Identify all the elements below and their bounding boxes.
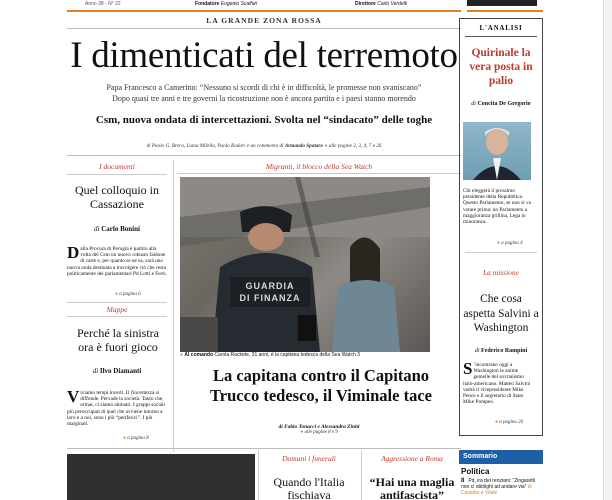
lead-kicker: LA GRANDE ZONA ROSSA xyxy=(206,16,322,25)
portrait-illustration xyxy=(463,122,531,180)
right-author-1: di Concita De Gregorio xyxy=(471,101,531,107)
deck-line-1: Papa Francesco a Camerino: “Nessuno si scordi di chi è in difficoltà, le promesse non svaniscano” xyxy=(106,83,422,92)
bottom-rule xyxy=(67,448,461,449)
top-right-rule xyxy=(467,10,543,12)
edition: Anno 38 - N° 22 xyxy=(85,1,121,7)
left-body-1: Dalla Procura di Perugia è partito alla volta del Csm un nuovo robusto faldone di carte e, per quanto se ne sa, sarà una nuova onda destinata a travolgere ciò che resta politicamente dei parlamentari Pd Lotti e Ferri. xyxy=(67,243,167,277)
center-headline xyxy=(175,366,467,406)
summary-header: Sommario xyxy=(459,450,543,464)
right-label-rule xyxy=(465,36,537,37)
right-scrollbar[interactable] xyxy=(603,0,612,500)
right-page-1: ● a pagina 4 xyxy=(497,241,523,246)
kicker-rule xyxy=(67,28,461,29)
lead-byline: di Paolo G. Brera, Liana Milella, Paolo Rodari e un commento di Armando Spataro ● alle pagine 2, 3, 4, 7 e 26 xyxy=(146,143,382,149)
left-page-2: ● a pagina 8 xyxy=(123,436,149,441)
right-page-2: ● a pagina 26 xyxy=(495,420,524,425)
center-kicker-rule xyxy=(177,173,461,174)
director: Direttore Carlo Verdelli xyxy=(355,1,408,7)
masthead-strip xyxy=(67,0,462,9)
left-author-1: di Carlo Bonini xyxy=(94,225,140,233)
right-head-1: Quirinale la vera posta in palio xyxy=(469,47,533,87)
summary-section: Politica xyxy=(461,467,490,476)
left-head-2: Perché la sinistra ora è fuori gioco xyxy=(77,326,159,354)
left-kicker-1: I documenti xyxy=(99,162,135,171)
left-body-2: Viviamo tempi incerti. Il l'incertezza si diffonde. Pervade la società. Tanto che, ormai, ci siamo abituati. I gruppi sociali più preoccupati di quel che avviene intorno a loro e a noi, sono i più “periferici”. I più marginali. xyxy=(67,387,166,428)
bottom-left-photo xyxy=(67,454,255,500)
left-page-1: ● a pagina 6 xyxy=(115,292,141,297)
left-kicker-rule xyxy=(67,174,167,175)
center-pages: ● alle pagine 8 e 9 xyxy=(300,430,338,435)
lead-subhead: Csm, nuova ondata di intercettazioni. Svolta nel “sindacato” delle toghe xyxy=(95,114,433,126)
left-kicker-2: Mappe xyxy=(106,305,128,314)
svg-text:GUARDIA: GUARDIA xyxy=(245,281,295,291)
left-section-rule xyxy=(67,302,167,303)
right-section-rule xyxy=(465,252,537,253)
left-margin xyxy=(0,0,55,500)
right-kicker-2: La missione xyxy=(482,268,520,277)
founder: Fondatore Eugenio Scalfari xyxy=(195,1,258,7)
summary-item[interactable]: 8 Pd, ira dei renziani: “Zingaretti non ci obblighi ad andare via” di Casadio e Vitale xyxy=(461,478,536,496)
photo-illustration xyxy=(180,177,430,352)
top-right-box xyxy=(467,0,537,6)
left-author-2: di Ilvo Diamanti xyxy=(92,367,142,375)
center-headline-line-1: La capitana contro il Capitano xyxy=(212,366,430,385)
lead-rule xyxy=(67,155,461,156)
right-body-2: S ’incontrano oggi a Washington le anime gemelle del sovranismo italo-americano. Matteo Salvini vedrà il vicepresidente Mike Pence e il segretario di Stato Mike Pompeo. xyxy=(463,359,531,406)
bottom-head-1: Quando l'Italia fischiava xyxy=(273,475,345,500)
center-byline-authors: di Fabio Tonacci e Alessandra Ziniti xyxy=(278,424,360,430)
left-head-1: Quel colloquio in Cassazione xyxy=(75,183,159,211)
center-kicker: Migranti, il blocco della Sea Watch xyxy=(265,162,373,171)
bottom-kicker-2: Aggressione a Roma xyxy=(381,454,443,463)
photo-caption: ● Al comando Carola Rackete, 31 anni, è la capitana tedesca della Sea Watch 3 xyxy=(180,352,360,358)
deck-line-2: Dopo quasi tre anni e tre governi la ricostruzione non è ancora partita e i paesi stanno morendo xyxy=(112,93,416,103)
center-byline xyxy=(177,424,461,435)
svg-text:DI FINANZA: DI FINANZA xyxy=(239,293,301,303)
sea-watch-photo xyxy=(180,177,430,352)
newspaper-page xyxy=(55,0,549,500)
right-label: L'ANALISI xyxy=(479,24,523,32)
right-head-2: Che cosa aspetta Salvini a Washington xyxy=(463,293,539,334)
masthead-rule xyxy=(67,10,461,12)
center-headline-line-2: Trucco tedesco, il Viminale tace xyxy=(210,386,432,405)
right-author-2: di Federico Rampini xyxy=(474,348,528,354)
lead-deck xyxy=(67,83,461,104)
lead-headline: I dimenticati del terremoto xyxy=(70,35,458,76)
right-body-1: Chi eleggerà il prossimo presidente della Repubblica. Questo Parlamento, se non si va votare prima: un Parlamento a maggioranza grillina, Lega in minoranza. xyxy=(463,188,531,226)
bottom-head-2: “Hai una maglia antifascista” xyxy=(369,475,455,500)
bottom-kicker-1: Domani i funerali xyxy=(282,454,336,463)
left-kicker-rule-2 xyxy=(67,316,167,317)
bottom-rule-1 xyxy=(258,450,259,500)
left-col-rule xyxy=(173,160,174,452)
author-portrait xyxy=(463,122,531,180)
